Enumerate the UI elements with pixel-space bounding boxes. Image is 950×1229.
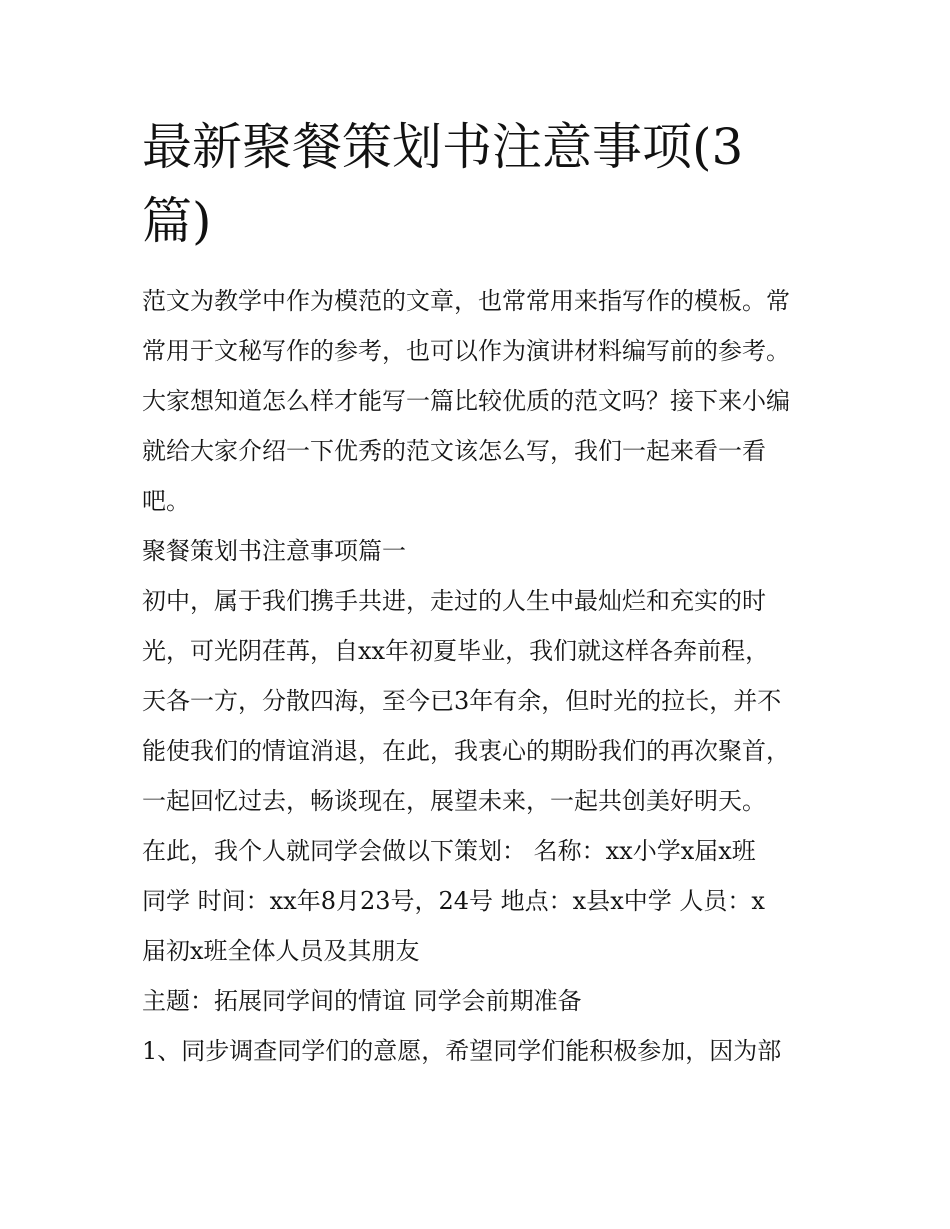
intro-paragraph [142, 276, 822, 526]
title-line: 最新聚餐策划书注意事项(3 [142, 118, 744, 176]
text-line: 初中，属于我们携手共进，走过的人生中最灿烂和充实的时 [142, 587, 766, 615]
title-line: 篇) [142, 192, 212, 250]
section-heading: 聚餐策划书注意事项篇一 [142, 537, 406, 565]
text-line: 大家想知道怎么样才能写一篇比较优质的范文吗？接下来小编 [142, 387, 790, 415]
text-line: 一起回忆过去，畅谈现在，展望未来，一起共创美好明天。 [142, 787, 766, 815]
text-line: 在此，我个人就同学会做以下策划： 名称：xx小学x届x班 [142, 837, 756, 865]
text-line: 范文为教学中作为模范的文章，也常常用来指写作的模板。常 [142, 287, 790, 315]
plan-details-paragraph [142, 826, 822, 976]
document-title [142, 110, 782, 258]
text-line: 光，可光阴荏苒，自xx年初夏毕业，我们就这样各奔前程， [142, 637, 770, 665]
theme-paragraph: 主题：拓展同学间的情谊 同学会前期准备 [142, 987, 582, 1015]
text-line: 届初x班全体人员及其朋友 [142, 937, 420, 965]
text-line: 常用于文秘写作的参考，也可以作为演讲材料编写前的参考。 [142, 337, 790, 365]
text-line: 吧。 [142, 487, 190, 515]
body-paragraph [142, 576, 822, 826]
text-line: 天各一方，分散四海，至今已3年有余，但时光的拉长，并不 [142, 687, 782, 715]
text-line: 同学 时间：xx年8月23号，24号 地点：x县x中学 人员：x [142, 887, 765, 915]
list-item-paragraph: 1、同步调查同学们的意愿，希望同学们能积极参加，因为部 [142, 1037, 782, 1065]
document-body [142, 276, 822, 1076]
text-line: 能使我们的情谊消退，在此，我衷心的期盼我们的再次聚首， [142, 737, 790, 765]
text-line: 就给大家介绍一下优秀的范文该怎么写，我们一起来看一看 [142, 437, 766, 465]
